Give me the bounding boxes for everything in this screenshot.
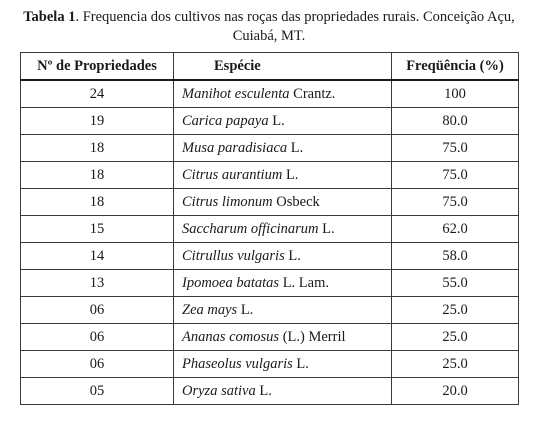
table-row — [21, 351, 519, 378]
table-caption — [8, 8, 530, 46]
header-cell-frequencia: Freqüência (%) — [392, 53, 519, 81]
data-table — [20, 52, 519, 405]
caption-label: Tabela 1 — [23, 9, 76, 25]
cell-propriedades: 18 — [21, 162, 174, 189]
cell-especie — [174, 189, 392, 216]
cell-especie — [174, 80, 392, 108]
species-author: L. — [287, 139, 304, 156]
cell-propriedades: 05 — [21, 378, 174, 405]
header-cell-especie: Espécie — [174, 53, 392, 81]
table-row — [21, 108, 519, 135]
species-author: Osbeck — [272, 193, 320, 210]
species-scientific-name: Manihot esculenta — [182, 85, 290, 102]
cell-frequencia: 55.0 — [392, 270, 519, 297]
cell-frequencia: 25.0 — [392, 297, 519, 324]
cell-frequencia: 62.0 — [392, 216, 519, 243]
cell-frequencia: 25.0 — [392, 324, 519, 351]
table-row — [21, 270, 519, 297]
cell-frequencia: 75.0 — [392, 135, 519, 162]
table-row — [21, 297, 519, 324]
table-body — [21, 80, 519, 405]
species-author: L. — [237, 301, 254, 318]
table-row — [21, 216, 519, 243]
species-scientific-name: Zea mays — [182, 301, 238, 318]
species-author: L. — [282, 166, 299, 183]
cell-propriedades: 18 — [21, 189, 174, 216]
cell-especie — [174, 378, 392, 405]
species-author: (L.) Merril — [279, 328, 346, 345]
cell-propriedades: 06 — [21, 297, 174, 324]
cell-propriedades: 15 — [21, 216, 174, 243]
table-row — [21, 135, 519, 162]
table-header-row — [21, 53, 519, 81]
species-scientific-name: Citrus aurantium — [182, 166, 283, 183]
table-row — [21, 324, 519, 351]
cell-especie — [174, 216, 392, 243]
species-scientific-name: Citrus limonum — [182, 193, 273, 210]
cell-especie — [174, 108, 392, 135]
species-author: L. — [292, 355, 309, 372]
table-row — [21, 243, 519, 270]
species-scientific-name: Citrullus vulgaris — [182, 247, 285, 264]
cell-frequencia: 80.0 — [392, 108, 519, 135]
species-scientific-name: Ipomoea batatas — [182, 274, 280, 291]
table-row — [21, 189, 519, 216]
cell-frequencia: 20.0 — [392, 378, 519, 405]
species-author: Crantz. — [289, 85, 336, 102]
cell-especie — [174, 270, 392, 297]
cell-frequencia: 75.0 — [392, 189, 519, 216]
cell-especie — [174, 297, 392, 324]
species-scientific-name: Saccharum officinarum — [182, 220, 319, 237]
species-scientific-name: Oryza sativa — [182, 382, 256, 399]
species-author: L. — [255, 382, 272, 399]
header-cell-propriedades: Nº de Propriedades — [21, 53, 174, 81]
cell-especie — [174, 162, 392, 189]
caption-text: . Frequencia dos cultivos nas roças das propriedades rurais. Conceição Açu, Cuiabá, MT. — [75, 9, 515, 44]
cell-especie — [174, 135, 392, 162]
cell-frequencia: 58.0 — [392, 243, 519, 270]
cell-frequencia: 25.0 — [392, 351, 519, 378]
cell-frequencia: 75.0 — [392, 162, 519, 189]
table-row — [21, 378, 519, 405]
cell-propriedades: 06 — [21, 324, 174, 351]
cell-especie — [174, 324, 392, 351]
species-author: L. — [268, 112, 285, 129]
species-author: L. — [284, 247, 301, 264]
table-row — [21, 162, 519, 189]
cell-propriedades: 18 — [21, 135, 174, 162]
cell-propriedades: 24 — [21, 80, 174, 108]
species-scientific-name: Musa paradisiaca — [182, 139, 288, 156]
cell-propriedades: 14 — [21, 243, 174, 270]
table-row — [21, 80, 519, 108]
cell-propriedades: 06 — [21, 351, 174, 378]
cell-especie — [174, 243, 392, 270]
cell-propriedades: 19 — [21, 108, 174, 135]
cell-especie — [174, 351, 392, 378]
species-author: L. Lam. — [279, 274, 329, 291]
species-author: L. — [318, 220, 335, 237]
species-scientific-name: Carica papaya — [182, 112, 269, 129]
cell-propriedades: 13 — [21, 270, 174, 297]
species-scientific-name: Phaseolus vulgaris — [182, 355, 293, 372]
species-scientific-name: Ananas comosus — [182, 328, 280, 345]
cell-frequencia: 100 — [392, 80, 519, 108]
